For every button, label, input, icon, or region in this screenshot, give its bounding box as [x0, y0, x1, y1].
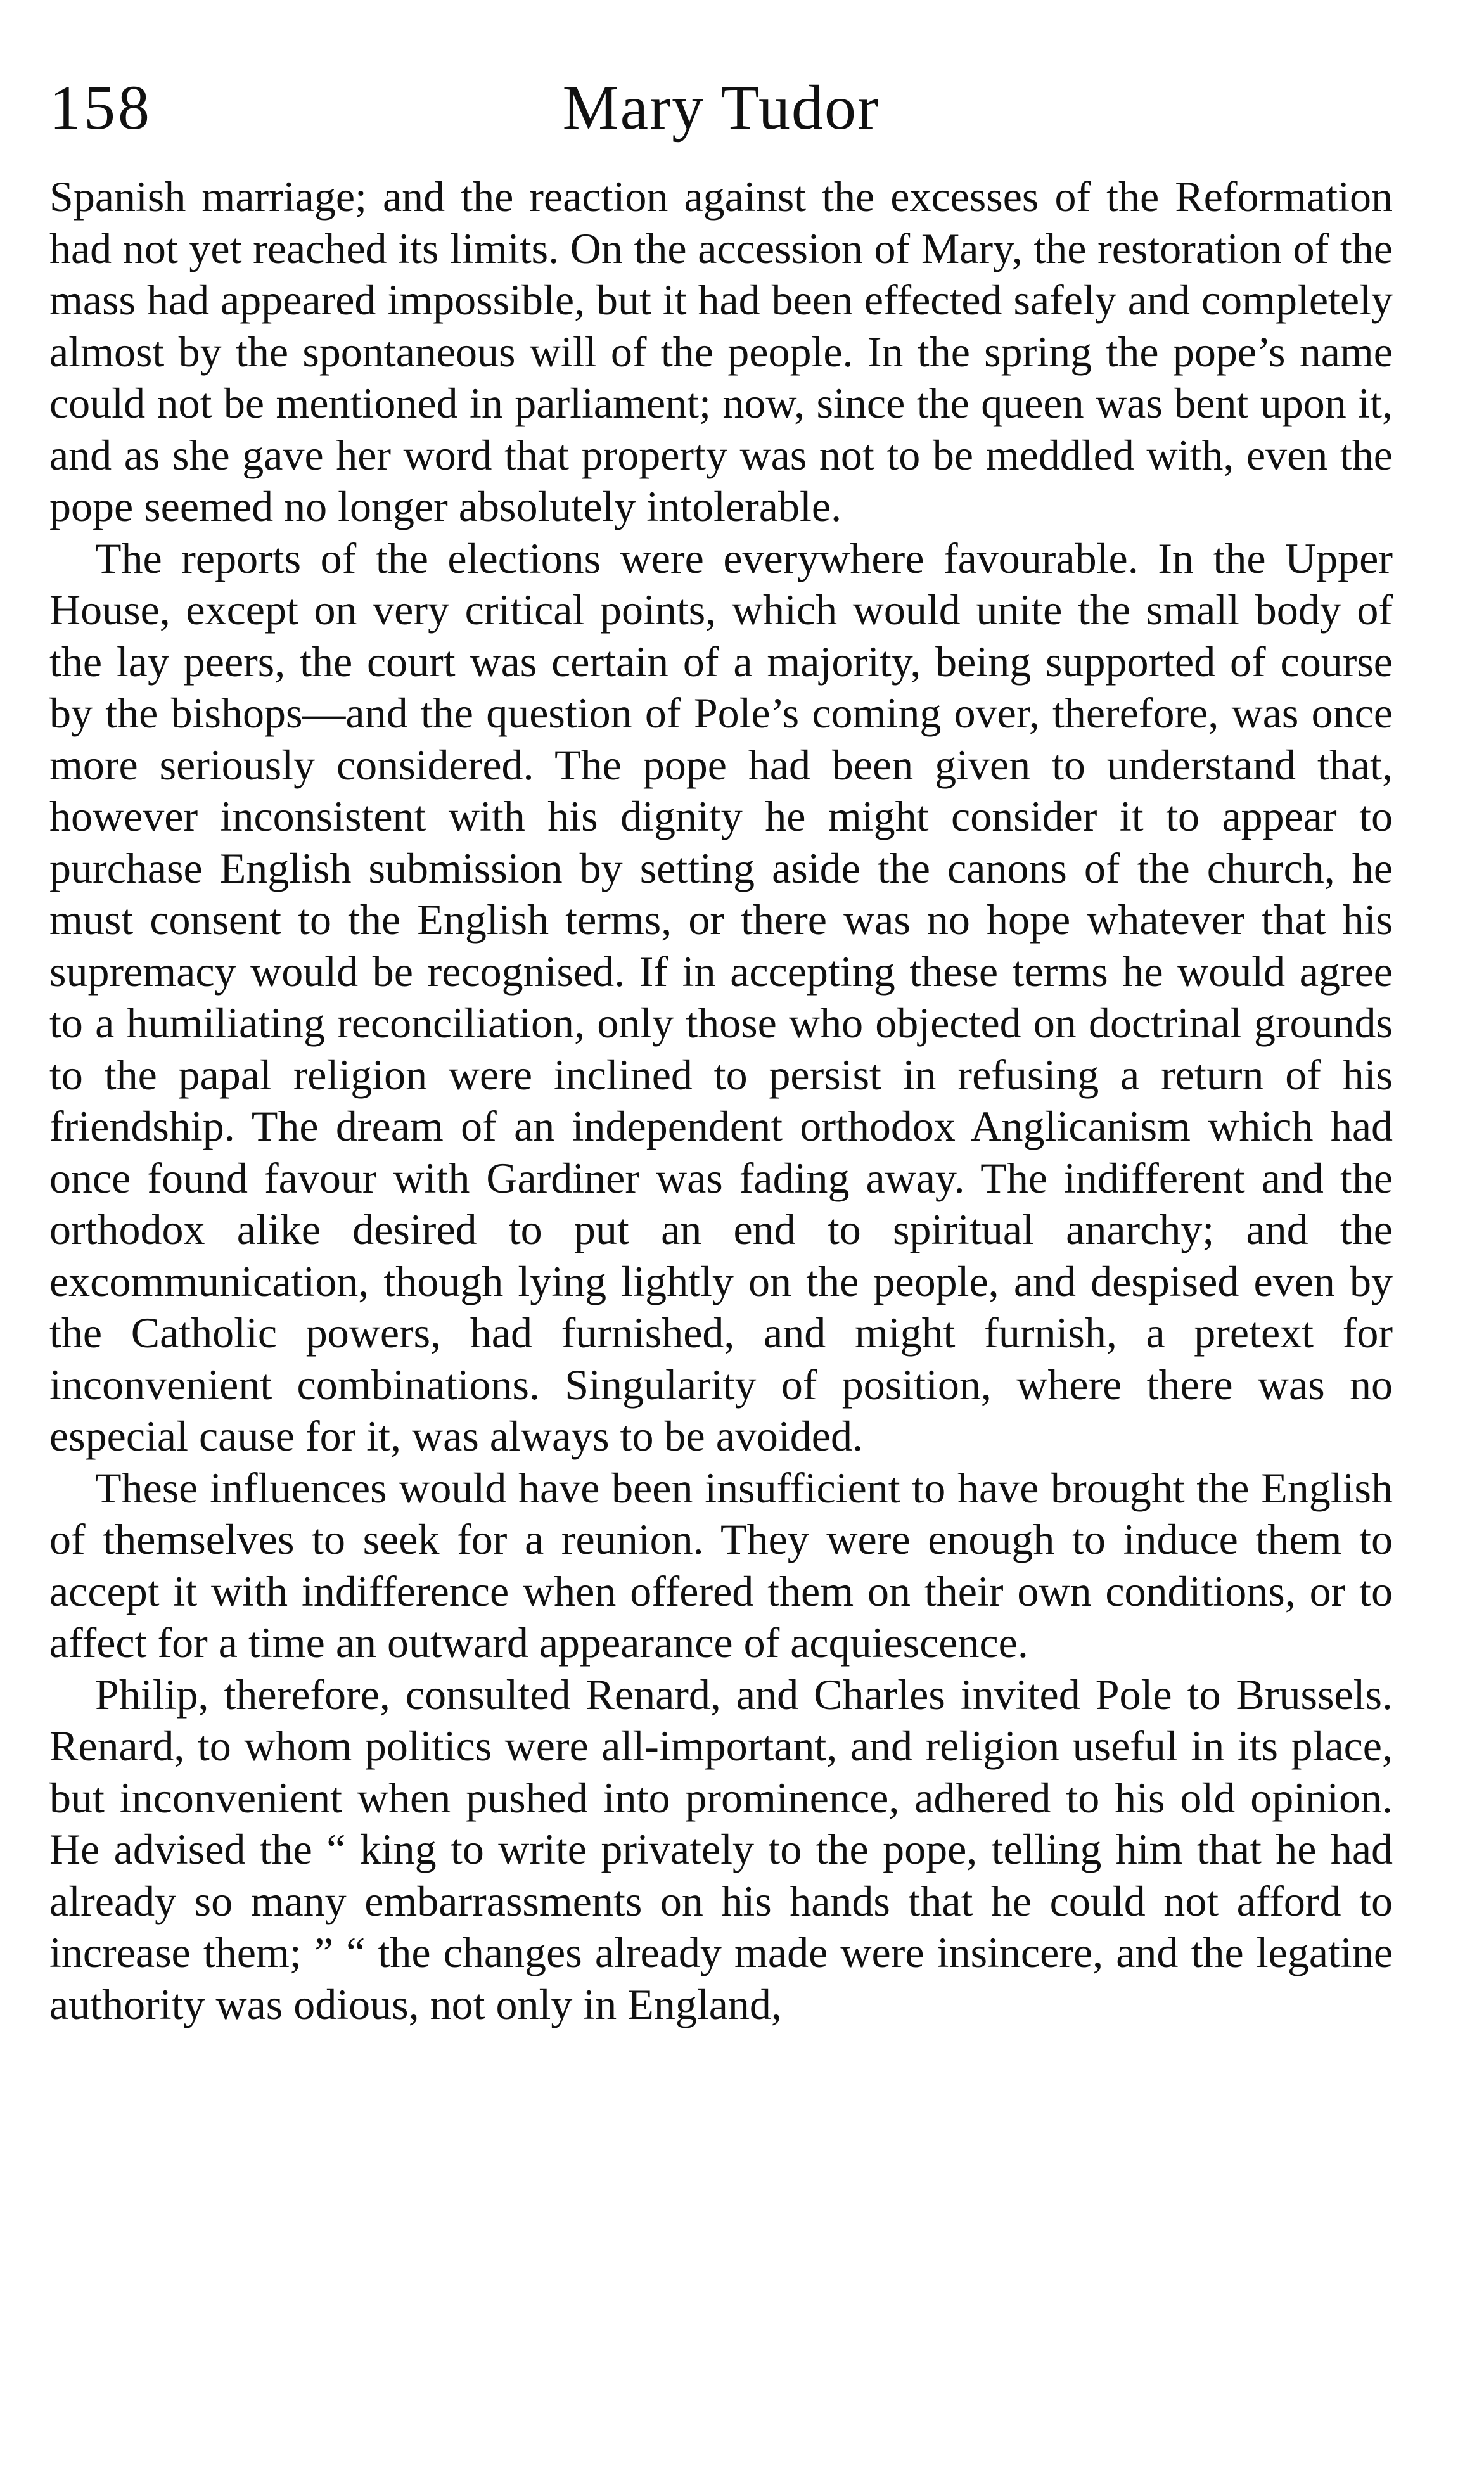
paragraph: The reports of the elections were everywhere favourable. In the Upper House, except on very critical points, which would unite the small body of the lay peers, the court was certain of a majority, being supported of course by the bishops—and the question of Pole’s coming over, therefore, was once more seriously considered. The pope had been given to understand that, however inconsistent with his dignity he might consider it to appear to purchase English submission by setting aside the canons of the church, he must consent to the English terms, or there was no hope whatever that his supremacy would be recognised. If in accepting these terms he would agree to a humiliating reconciliation, only those who objected on doctrinal grounds to the papal religion were inclined to persist in refusing a return of his friendship. The dream of an independent orthodox Anglicanism which had once found favour with Gardiner was fading away. The indifferent and the orthodox alike desired to put an end to spiritual anarchy; and the excommunication, though lying lightly on the people, and despised even by the Catholic powers, had furnished, and might furnish, a pretext for inconvenient combinations. Singularity of position, where there was no especial cause for it, was always to be avoided. [49, 534, 1393, 1460]
running-head [49, 72, 1393, 171]
paragraph: Spanish marriage; and the reaction against the excesses of the Reformation had not yet reached its limits. On the accession of Mary, the restoration of the mass had appeared impossible, but it had been effected safely and completely almost by the spontaneous will of the people. In the spring the pope’s name could not be mentioned in parliament; now, since the queen was bent upon it, and as she gave her word that property was not to be meddled with, even the pope seemed no longer absolutely intolerable. [49, 172, 1393, 530]
page-number: 158 [49, 72, 152, 143]
book-page [49, 72, 1393, 2030]
paragraph: Philip, therefore, consulted Renard, and Charles invited Pole to Brussels. Renard, to whom politics were all-important, and religion useful in its place, but inconvenient when pushed into prominence, adhered to his old opinion. He advised the “ king to write privately to the pope, telling him that he had already so many embarrassments on his hands that he could not afford to increase them; ” “ the changes already made were insincere, and the legatine authority was odious, not only in England, [49, 1670, 1393, 2028]
running-title: Mary Tudor [562, 72, 880, 143]
body-text [49, 171, 1393, 2030]
paragraph: These influences would have been insufficient to have brought the English of themselves to seek for a reunion. They were enough to induce them to accept it with indifference when offered them on their own conditions, or to affect for a time an outward appearance of acquiescence. [49, 1463, 1393, 1667]
